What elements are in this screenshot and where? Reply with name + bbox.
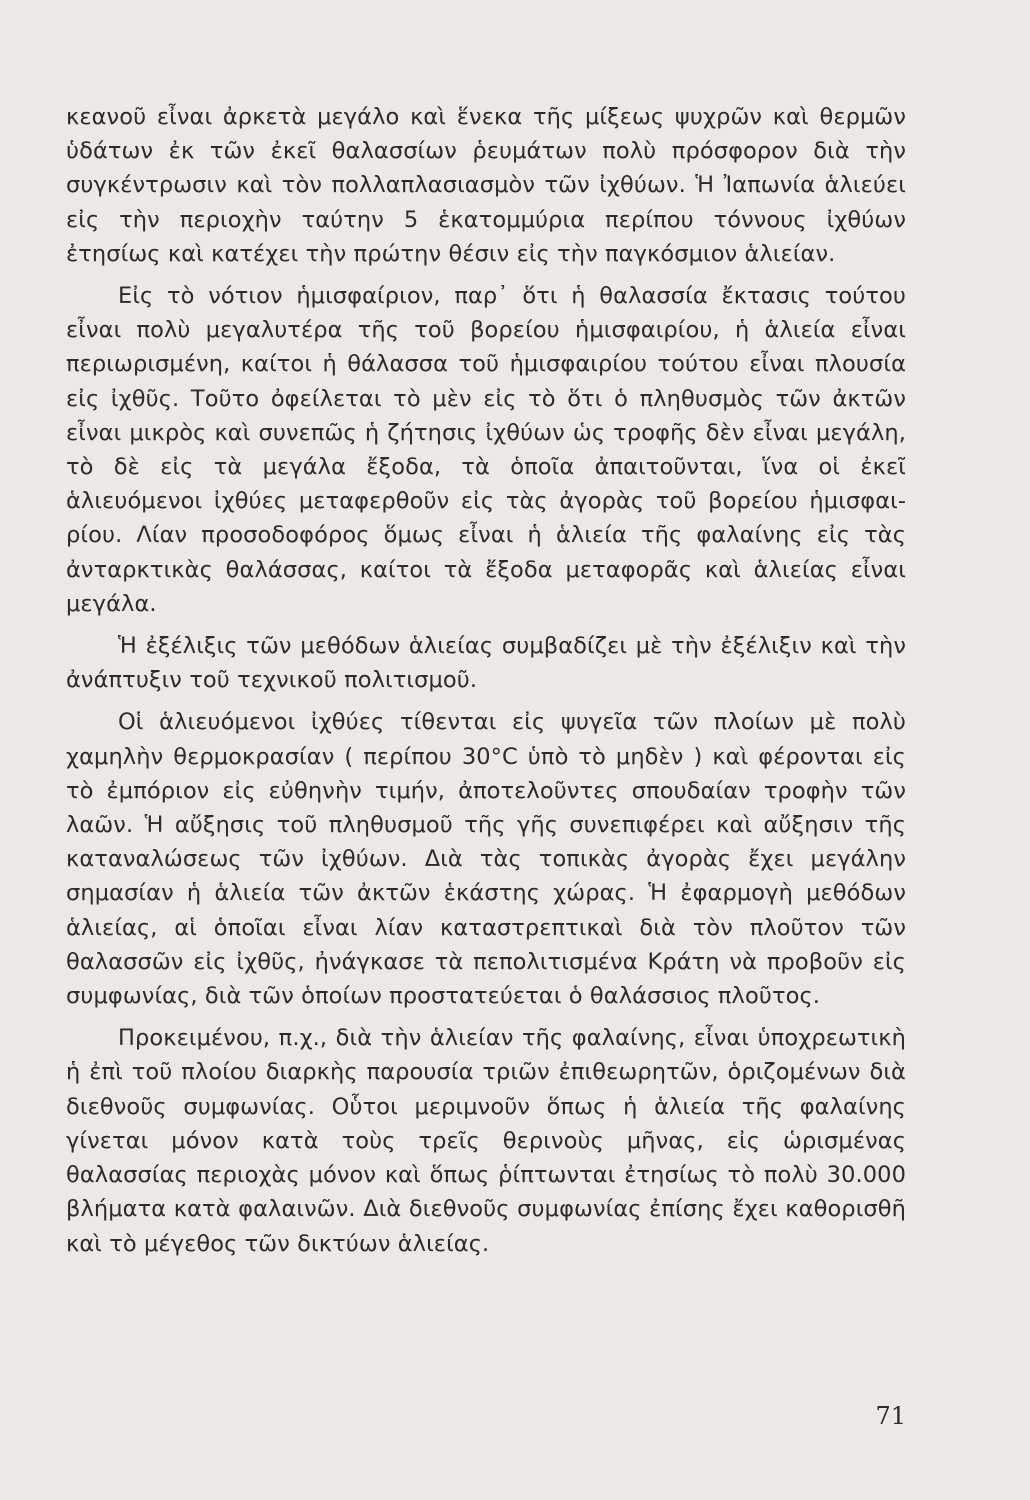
page-number: 71 — [875, 1402, 906, 1430]
paragraph-2: Εἰς τὸ νότιον ἡμισφαίριον, παρ᾽ ὅτι ἡ θαλασσία ἔκτασις τούτου εἶναι πολὺ μεγαλυτέρα τῆς τοῦ βορείου ἡμισφαιρίου, ἡ ἁλιεία εἶναι περιωρισμένη, καίτοι ἡ θάλασσα τοῦ ἡμισφαιρίου τούτου εἶναι πλουσία εἰς ἰχθῦς. Τοῦτο ὀφείλεται τὸ μὲν εἰς τὸ ὅτι ὁ πληθυσμὸς τῶν ἀκτῶν εἶναι μικρὸς καὶ συνεπῶς ἡ ζήτησις ἰχθύων ὡς τροφῆς δὲν εἶναι μεγάλη, τὸ δὲ εἰς τὰ μεγάλα ἔξοδα, τὰ ὁποῖα ἀπαιτοῦνται, ἵνα οἱ ἐκεῖ ἁλιευόμενοι ἰχθύες μεταφερθοῦν εἰς τὰς ἀγορὰς τοῦ βορείου ἡμισφαιρίου. Λίαν προσοδοφόρος ὅμως εἶναι ἡ ἁλιεία τῆς φαλαίνης εἰς τὰς ἀνταρκτικὰς θαλάσσας, καίτοι τὰ ἔξοδα μεταφορᾶς καὶ ἁλιείας εἶναι μεγάλα. — [66, 283, 906, 617]
body-text — [66, 100, 906, 1269]
paragraph-3: Ἡ ἐξέλιξις τῶν μεθόδων ἁλιείας συμβαδίζει μὲ τὴν ἐξέλιξιν καὶ τὴν ἀνάπτυξιν τοῦ τεχνικοῦ πολιτισμοῦ. — [66, 633, 906, 694]
paragraph-4: Οἱ ἁλιευόμενοι ἰχθύες τίθενται εἰς ψυγεῖα τῶν πλοίων μὲ πολὺ χαμηλὴν θερμοκρασίαν ( περίπου 30°C ὑπὸ τὸ μηδὲν ) καὶ φέρονται εἰς τὸ ἐμπόριον εἰς εὐθηνὴν τιμήν, ἀποτελοῦντες σπουδαίαν τροφὴν τῶν λαῶν. Ἡ αὔξησις τοῦ πληθυσμοῦ τῆς γῆς συνεπιφέρει καὶ αὔξησιν τῆς καταναλώσεως τῶν ἰχθύων. Διὰ τὰς τοπικὰς ἀγορὰς ἔχει μεγάλην σημασίαν ἡ ἁλιεία τῶν ἀκτῶν ἑκάστης χώρας. Ἡ ἐφαρμογὴ μεθόδων ἁλιείας, αἱ ὁποῖαι εἶναι λίαν καταστρεπτικαὶ διὰ τὸν πλοῦτον τῶν θαλασσῶν εἰς ἰχθῦς, ἠνάγκασε τὰ πεπολιτισμένα Κράτη νὰ προβοῦν εἰς συμφωνίας, διὰ τῶν ὁποίων προστατεύεται ὁ θαλάσσιος πλοῦτος. — [66, 709, 906, 1010]
paragraph-1: κεανοῦ εἶναι ἀρκετὰ μεγάλο καὶ ἕνεκα τῆς μίξεως ψυχρῶν καὶ θερμῶν ὑδάτων ἐκ τῶν ἐκεῖ θαλασσίων ῥευμάτων πολὺ πρόσφορον διὰ τὴν συγκέντρωσιν καὶ τὸν πολλαπλασιασμὸν τῶν ἰχθύων. Ἡ Ἰαπωνία ἁλιεύει εἰς τὴν περιοχὴν ταύτην 5 ἑκατομμύρια περίπου τόννους ἰχθύων ἐτησίως καὶ κατέχει τὴν πρώτην θέσιν εἰς τὴν παγκόσμιον ἁλιείαν. — [66, 104, 906, 267]
paragraph-5: Προκειμένου, π.χ., διὰ τὴν ἁλιείαν τῆς φαλαίνης, εἶναι ὑποχρεωτικὴ ἡ ἐπὶ τοῦ πλοίου διαρκὴς παρουσία τριῶν ἐπιθεωρητῶν, ὁριζομένων διὰ διεθνοῦς συμφωνίας. Οὗτοι μεριμνοῦν ὅπως ἡ ἁλιεία τῆς φαλαίνης γίνεται μόνον κατὰ τοὺς τρεῖς θερινοὺς μῆνας, εἰς ὡρισμένας θαλασσίας περιοχὰς μόνον καὶ ὅπως ῥίπτωνται ἐτησίως τὸ πολὺ 30.000 βλήματα κατὰ φαλαινῶν. Διὰ διεθνοῦς συμφωνίας ἐπίσης ἔχει καθορισθῆ καὶ τὸ μέγεθος τῶν δικτύων ἁλιείας. — [66, 1025, 906, 1257]
